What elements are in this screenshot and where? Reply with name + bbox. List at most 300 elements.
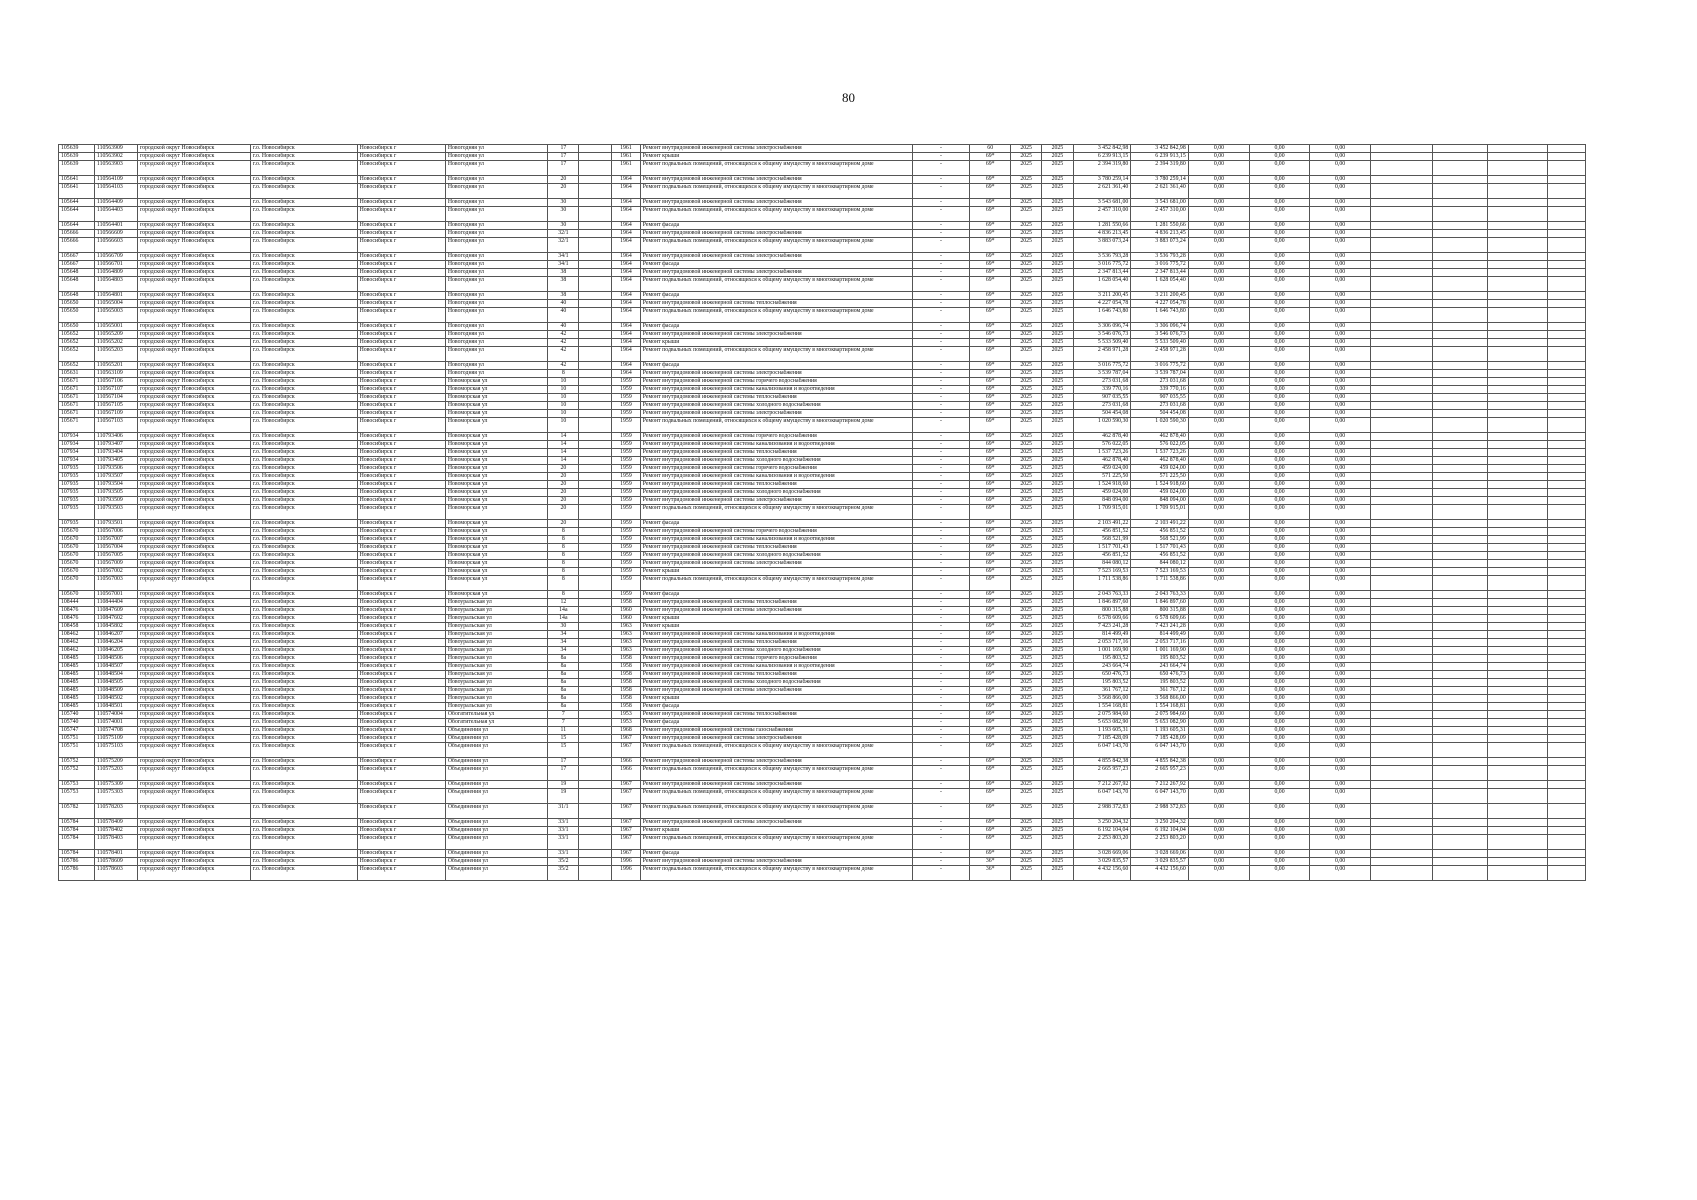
cell-empty-e — [1547, 481, 1585, 489]
cell-street: Новоморская ул — [445, 520, 548, 528]
cell-empty-d — [1488, 222, 1548, 230]
cell-cost-b: 0,00 — [1250, 671, 1310, 679]
cell-municipality: г.о. Новосибирск — [250, 591, 357, 599]
cell-build-year: 1964 — [612, 176, 641, 184]
cell-work-type: Ремонт внутридомовой инженерной системы электроснабжения — [640, 497, 912, 505]
cell-year-start: 2025 — [1011, 819, 1042, 827]
cell-year-start: 2025 — [1011, 449, 1042, 457]
cell-fund-cost: 650 476,73 — [1131, 671, 1188, 679]
cell-municipality: г.о. Новосибирск — [250, 370, 357, 378]
cell-work-id: 110793503 — [94, 505, 137, 520]
cell-empty-e — [1547, 727, 1585, 735]
cell-house-id: 105784 — [59, 819, 95, 827]
cell-empty-a — [579, 362, 612, 370]
cell-municipality: г.о. Новосибирск — [250, 560, 357, 568]
cell-dash: - — [912, 230, 969, 238]
cell-settlement: Новосибирск г — [357, 465, 445, 473]
table-row — [59, 623, 1586, 631]
cell-wear: 69* — [970, 489, 1011, 497]
cell-fund-cost: 6 047 143,70 — [1131, 743, 1188, 758]
cell-fund-cost: 3 250 204,32 — [1131, 819, 1188, 827]
cell-cost-b: 0,00 — [1250, 161, 1310, 176]
cell-empty-a — [579, 339, 612, 347]
cell-year-start: 2025 — [1011, 727, 1042, 735]
cell-empty-a — [579, 261, 612, 269]
cell-dash: - — [912, 222, 969, 230]
cell-empty-b — [1371, 292, 1433, 300]
cell-dash: - — [912, 145, 969, 153]
cell-cost-c: 0,00 — [1309, 827, 1371, 835]
cell-empty-d — [1488, 347, 1548, 362]
cell-house-number: 8 — [548, 544, 579, 552]
table-row — [59, 292, 1586, 300]
cell-region: городской округ Новосибирск — [138, 410, 251, 418]
cell-empty-e — [1547, 560, 1585, 568]
cell-house-number: 33/1 — [548, 819, 579, 827]
cell-house-number: 33/1 — [548, 827, 579, 835]
cell-work-id: 110564409 — [94, 199, 137, 207]
cell-work-type: Ремонт подвальных помещений, относящихся к общему имуществу в многоквартирном доме — [640, 418, 912, 433]
cell-street: Новоморская ул — [445, 402, 548, 410]
cell-empty-a — [579, 269, 612, 277]
cell-empty-a — [579, 687, 612, 695]
cell-region: городской округ Новосибирск — [138, 607, 251, 615]
cell-work-type: Ремонт фасада — [640, 292, 912, 300]
cell-empty-e — [1547, 695, 1585, 703]
cell-year-start: 2025 — [1011, 402, 1042, 410]
cell-year-end: 2025 — [1042, 766, 1074, 781]
cell-empty-a — [579, 835, 612, 850]
cell-street: Новогодняя ул — [445, 230, 548, 238]
cell-fund-cost: 273 031,68 — [1131, 402, 1188, 410]
table-row — [59, 199, 1586, 207]
cell-cost-c: 0,00 — [1309, 441, 1371, 449]
cell-empty-e — [1547, 655, 1585, 663]
cell-wear: 69* — [970, 850, 1011, 858]
cell-cost-b: 0,00 — [1250, 418, 1310, 433]
table-row — [59, 253, 1586, 261]
cell-dash: - — [912, 607, 969, 615]
cell-build-year: 1958 — [612, 599, 641, 607]
cell-region: городской округ Новосибирск — [138, 599, 251, 607]
cell-settlement: Новосибирск г — [357, 457, 445, 465]
cell-wear: 69* — [970, 238, 1011, 253]
cell-empty-d — [1488, 639, 1548, 647]
table-row — [59, 858, 1586, 866]
cell-house-id: 105650 — [59, 308, 95, 323]
cell-dash: - — [912, 695, 969, 703]
cell-cost-b: 0,00 — [1250, 489, 1310, 497]
cell-empty-e — [1547, 161, 1585, 176]
cell-empty-d — [1488, 858, 1548, 866]
cell-municipality: г.о. Новосибирск — [250, 308, 357, 323]
cell-municipality: г.о. Новосибирск — [250, 473, 357, 481]
cell-total-cost: 462 878,40 — [1073, 433, 1130, 441]
table-row — [59, 544, 1586, 552]
cell-work-id: 110575209 — [94, 758, 137, 766]
cell-empty-b — [1371, 378, 1433, 386]
cell-municipality: г.о. Новосибирск — [250, 647, 357, 655]
cell-empty-a — [579, 378, 612, 386]
cell-empty-e — [1547, 599, 1585, 607]
cell-street: Новогодняя ул — [445, 331, 548, 339]
cell-cost-c: 0,00 — [1309, 536, 1371, 544]
cell-region: городской округ Новосибирск — [138, 292, 251, 300]
cell-total-cost: 195 803,52 — [1073, 679, 1130, 687]
cell-cost-a: 0,00 — [1188, 457, 1250, 465]
cell-house-number: 31/1 — [548, 804, 579, 819]
cell-empty-d — [1488, 819, 1548, 827]
cell-empty-d — [1488, 544, 1548, 552]
cell-house-id: 108476 — [59, 607, 95, 615]
cell-empty-b — [1371, 441, 1433, 449]
cell-municipality: г.о. Новосибирск — [250, 866, 357, 881]
cell-dash: - — [912, 176, 969, 184]
cell-empty-d — [1488, 631, 1548, 639]
cell-build-year: 1966 — [612, 766, 641, 781]
cell-municipality: г.о. Новосибирск — [250, 199, 357, 207]
cell-work-id: 110846205 — [94, 647, 137, 655]
cell-street: Объединения ул — [445, 858, 548, 866]
cell-street: Новогодняя ул — [445, 362, 548, 370]
cell-build-year: 1963 — [612, 623, 641, 631]
cell-empty-c — [1432, 858, 1487, 866]
cell-work-type: Ремонт подвальных помещений, относящихся к общему имуществу в многоквартирном доме — [640, 866, 912, 881]
cell-region: городской округ Новосибирск — [138, 687, 251, 695]
cell-work-type: Ремонт внутридомовой инженерной системы электроснабжения — [640, 735, 912, 743]
cell-total-cost: 650 476,73 — [1073, 671, 1130, 679]
cell-cost-a: 0,00 — [1188, 362, 1250, 370]
cell-empty-b — [1371, 711, 1433, 719]
cell-total-cost: 3 543 681,00 — [1073, 199, 1130, 207]
cell-work-id: 110567105 — [94, 402, 137, 410]
cell-municipality: г.о. Новосибирск — [250, 176, 357, 184]
cell-street: Объединения ул — [445, 827, 548, 835]
cell-house-number: 42 — [548, 362, 579, 370]
cell-empty-b — [1371, 560, 1433, 568]
cell-empty-c — [1432, 536, 1487, 544]
cell-settlement: Новосибирск г — [357, 679, 445, 687]
cell-empty-d — [1488, 743, 1548, 758]
cell-street: Новоуральская ул — [445, 615, 548, 623]
cell-empty-c — [1432, 161, 1487, 176]
cell-total-cost: 2 075 984,60 — [1073, 711, 1130, 719]
table-row — [59, 418, 1586, 433]
cell-fund-cost: 1 020 590,30 — [1131, 418, 1188, 433]
cell-build-year: 1967 — [612, 789, 641, 804]
cell-work-type: Ремонт внутридомовой инженерной системы электроснабжения — [640, 410, 912, 418]
cell-work-id: 110575309 — [94, 781, 137, 789]
cell-empty-e — [1547, 473, 1585, 481]
cell-cost-a: 0,00 — [1188, 253, 1250, 261]
cell-year-start: 2025 — [1011, 347, 1042, 362]
cell-cost-c: 0,00 — [1309, 331, 1371, 339]
cell-total-cost: 3 536 793,28 — [1073, 253, 1130, 261]
cell-empty-a — [579, 647, 612, 655]
cell-region: городской округ Новосибирск — [138, 402, 251, 410]
cell-empty-e — [1547, 576, 1585, 591]
cell-year-end: 2025 — [1042, 695, 1074, 703]
cell-cost-a: 0,00 — [1188, 866, 1250, 881]
cell-cost-b: 0,00 — [1250, 292, 1310, 300]
cell-cost-c: 0,00 — [1309, 418, 1371, 433]
cell-cost-c: 0,00 — [1309, 497, 1371, 505]
cell-dash: - — [912, 599, 969, 607]
cell-cost-b: 0,00 — [1250, 308, 1310, 323]
cell-year-start: 2025 — [1011, 766, 1042, 781]
cell-region: городской округ Новосибирск — [138, 719, 251, 727]
cell-house-id: 108485 — [59, 671, 95, 679]
cell-empty-b — [1371, 623, 1433, 631]
cell-wear: 69* — [970, 433, 1011, 441]
cell-empty-c — [1432, 277, 1487, 292]
cell-house-number: 38 — [548, 277, 579, 292]
cell-work-type: Ремонт фасада — [640, 261, 912, 269]
cell-house-id: 105644 — [59, 222, 95, 230]
cell-fund-cost: 3 028 669,06 — [1131, 850, 1188, 858]
cell-region: городской округ Новосибирск — [138, 576, 251, 591]
cell-cost-a: 0,00 — [1188, 378, 1250, 386]
cell-empty-c — [1432, 457, 1487, 465]
cell-build-year: 1959 — [612, 386, 641, 394]
cell-cost-a: 0,00 — [1188, 230, 1250, 238]
cell-work-type: Ремонт внутридомовой инженерной системы теплоснабжения — [640, 449, 912, 457]
cell-year-start: 2025 — [1011, 520, 1042, 528]
cell-year-start: 2025 — [1011, 457, 1042, 465]
cell-total-cost: 5 653 082,90 — [1073, 719, 1130, 727]
cell-cost-a: 0,00 — [1188, 261, 1250, 269]
cell-work-id: 110578403 — [94, 835, 137, 850]
cell-municipality: г.о. Новосибирск — [250, 497, 357, 505]
cell-region: городской округ Новосибирск — [138, 520, 251, 528]
cell-municipality: г.о. Новосибирск — [250, 735, 357, 743]
cell-year-start: 2025 — [1011, 433, 1042, 441]
cell-cost-a: 0,00 — [1188, 687, 1250, 695]
cell-street: Объединения ул — [445, 789, 548, 804]
cell-cost-b: 0,00 — [1250, 639, 1310, 647]
cell-year-end: 2025 — [1042, 378, 1074, 386]
cell-region: городской округ Новосибирск — [138, 441, 251, 449]
cell-empty-e — [1547, 735, 1585, 743]
cell-cost-a: 0,00 — [1188, 300, 1250, 308]
cell-house-id: 105666 — [59, 238, 95, 253]
table-row — [59, 758, 1586, 766]
cell-empty-a — [579, 703, 612, 711]
cell-region: городской округ Новосибирск — [138, 711, 251, 719]
cell-region: городской округ Новосибирск — [138, 161, 251, 176]
cell-cost-c: 0,00 — [1309, 850, 1371, 858]
cell-empty-d — [1488, 835, 1548, 850]
cell-year-start: 2025 — [1011, 418, 1042, 433]
cell-cost-a: 0,00 — [1188, 308, 1250, 323]
cell-empty-c — [1432, 671, 1487, 679]
cell-build-year: 1958 — [612, 679, 641, 687]
cell-cost-c: 0,00 — [1309, 145, 1371, 153]
cell-total-cost: 1 646 743,80 — [1073, 308, 1130, 323]
cell-house-id: 105671 — [59, 386, 95, 394]
cell-work-id: 110578609 — [94, 858, 137, 866]
table-row — [59, 703, 1586, 711]
cell-house-id: 108485 — [59, 679, 95, 687]
cell-empty-c — [1432, 687, 1487, 695]
cell-empty-c — [1432, 394, 1487, 402]
table-row — [59, 536, 1586, 544]
cell-build-year: 1964 — [612, 339, 641, 347]
cell-work-type: Ремонт подвальных помещений, относящихся к общему имуществу в многоквартирном доме — [640, 789, 912, 804]
cell-street: Обогатительная ул — [445, 711, 548, 719]
cell-settlement: Новосибирск г — [357, 378, 445, 386]
cell-wear: 69* — [970, 331, 1011, 339]
cell-empty-b — [1371, 505, 1433, 520]
cell-wear: 69* — [970, 300, 1011, 308]
cell-region: городской округ Новосибирск — [138, 647, 251, 655]
cell-total-cost: 3 211 200,45 — [1073, 292, 1130, 300]
cell-total-cost: 3 250 204,32 — [1073, 819, 1130, 827]
cell-empty-c — [1432, 222, 1487, 230]
cell-region: городской округ Новосибирск — [138, 323, 251, 331]
cell-empty-a — [579, 663, 612, 671]
cell-fund-cost: 1 554 168,81 — [1131, 703, 1188, 711]
cell-street: Новоморская ул — [445, 568, 548, 576]
cell-house-number: 8а — [548, 703, 579, 711]
cell-house-number: 20 — [548, 481, 579, 489]
cell-house-id: 108462 — [59, 631, 95, 639]
cell-fund-cost: 844 080,12 — [1131, 560, 1188, 568]
cell-fund-cost: 1 646 743,80 — [1131, 308, 1188, 323]
cell-empty-d — [1488, 711, 1548, 719]
cell-fund-cost: 462 878,40 — [1131, 433, 1188, 441]
cell-build-year: 1964 — [612, 347, 641, 362]
cell-wear: 69* — [970, 465, 1011, 473]
cell-street: Новоморская ул — [445, 497, 548, 505]
cell-cost-a: 0,00 — [1188, 410, 1250, 418]
cell-house-id: 105671 — [59, 410, 95, 418]
cell-year-end: 2025 — [1042, 184, 1074, 199]
cell-total-cost: 1 020 590,30 — [1073, 418, 1130, 433]
cell-empty-d — [1488, 199, 1548, 207]
cell-empty-e — [1547, 323, 1585, 331]
cell-build-year: 1953 — [612, 719, 641, 727]
table-row — [59, 378, 1586, 386]
cell-house-id: 105670 — [59, 576, 95, 591]
cell-total-cost: 6 047 143,70 — [1073, 743, 1130, 758]
cell-cost-a: 0,00 — [1188, 222, 1250, 230]
cell-cost-c: 0,00 — [1309, 520, 1371, 528]
cell-year-end: 2025 — [1042, 308, 1074, 323]
cell-house-id: 107935 — [59, 465, 95, 473]
cell-wear: 69* — [970, 505, 1011, 520]
cell-wear: 69* — [970, 457, 1011, 465]
cell-year-start: 2025 — [1011, 711, 1042, 719]
cell-settlement: Новосибирск г — [357, 695, 445, 703]
cell-year-end: 2025 — [1042, 789, 1074, 804]
cell-dash: - — [912, 386, 969, 394]
cell-settlement: Новосибирск г — [357, 473, 445, 481]
cell-year-end: 2025 — [1042, 347, 1074, 362]
cell-house-id: 105641 — [59, 184, 95, 199]
cell-house-id: 105740 — [59, 711, 95, 719]
cell-house-id: 108462 — [59, 639, 95, 647]
cell-empty-a — [579, 735, 612, 743]
cell-cost-c: 0,00 — [1309, 858, 1371, 866]
cell-build-year: 1996 — [612, 866, 641, 881]
cell-cost-a: 0,00 — [1188, 331, 1250, 339]
table-row — [59, 711, 1586, 719]
cell-municipality: г.о. Новосибирск — [250, 804, 357, 819]
cell-work-id: 110578603 — [94, 866, 137, 881]
cell-cost-c: 0,00 — [1309, 631, 1371, 639]
cell-dash: - — [912, 781, 969, 789]
cell-wear: 69* — [970, 207, 1011, 222]
cell-work-type: Ремонт внутридомовой инженерной системы канализования и водоотведения — [640, 536, 912, 544]
cell-cost-b: 0,00 — [1250, 819, 1310, 827]
cell-work-id: 110793405 — [94, 457, 137, 465]
cell-house-number: 42 — [548, 339, 579, 347]
cell-year-end: 2025 — [1042, 599, 1074, 607]
cell-settlement: Новосибирск г — [357, 639, 445, 647]
cell-fund-cost: 2 053 717,16 — [1131, 639, 1188, 647]
cell-work-id: 110578203 — [94, 804, 137, 819]
cell-work-id: 110574004 — [94, 711, 137, 719]
cell-work-id: 110566609 — [94, 230, 137, 238]
cell-work-type: Ремонт подвальных помещений, относящихся к общему имуществу в многоквартирном доме — [640, 804, 912, 819]
cell-total-cost: 6 192 104,04 — [1073, 827, 1130, 835]
cell-fund-cost: 4 855 842,38 — [1131, 758, 1188, 766]
cell-wear: 36* — [970, 858, 1011, 866]
cell-municipality: г.о. Новосибирск — [250, 850, 357, 858]
cell-settlement: Новосибирск г — [357, 735, 445, 743]
cell-year-end: 2025 — [1042, 607, 1074, 615]
cell-house-id: 105784 — [59, 835, 95, 850]
table-row — [59, 695, 1586, 703]
cell-empty-d — [1488, 758, 1548, 766]
cell-cost-b: 0,00 — [1250, 687, 1310, 695]
cell-empty-d — [1488, 176, 1548, 184]
cell-year-end: 2025 — [1042, 161, 1074, 176]
cell-work-type: Ремонт внутридомовой инженерной системы электроснабжения — [640, 176, 912, 184]
cell-empty-b — [1371, 576, 1433, 591]
cell-total-cost: 6 239 913,15 — [1073, 153, 1130, 161]
cell-wear: 69* — [970, 277, 1011, 292]
cell-cost-a: 0,00 — [1188, 497, 1250, 505]
cell-total-cost: 1 524 918,60 — [1073, 481, 1130, 489]
cell-settlement: Новосибирск г — [357, 339, 445, 347]
cell-empty-e — [1547, 347, 1585, 362]
cell-empty-a — [579, 528, 612, 536]
cell-build-year: 1964 — [612, 199, 641, 207]
cell-municipality: г.о. Новосибирск — [250, 449, 357, 457]
cell-empty-e — [1547, 623, 1585, 631]
table-row — [59, 300, 1586, 308]
cell-empty-b — [1371, 457, 1433, 465]
table-row — [59, 655, 1586, 663]
cell-empty-c — [1432, 449, 1487, 457]
cell-house-number: 32/1 — [548, 238, 579, 253]
cell-house-number: 8 — [548, 536, 579, 544]
table-row — [59, 230, 1586, 238]
cell-municipality: г.о. Новосибирск — [250, 410, 357, 418]
cell-fund-cost: 1 281 550,66 — [1131, 222, 1188, 230]
cell-cost-c: 0,00 — [1309, 386, 1371, 394]
cell-settlement: Новосибирск г — [357, 402, 445, 410]
cell-empty-d — [1488, 671, 1548, 679]
cell-municipality: г.о. Новосибирск — [250, 161, 357, 176]
cell-cost-c: 0,00 — [1309, 789, 1371, 804]
cell-dash: - — [912, 727, 969, 735]
cell-cost-b: 0,00 — [1250, 261, 1310, 269]
cell-empty-a — [579, 544, 612, 552]
cell-cost-c: 0,00 — [1309, 743, 1371, 758]
